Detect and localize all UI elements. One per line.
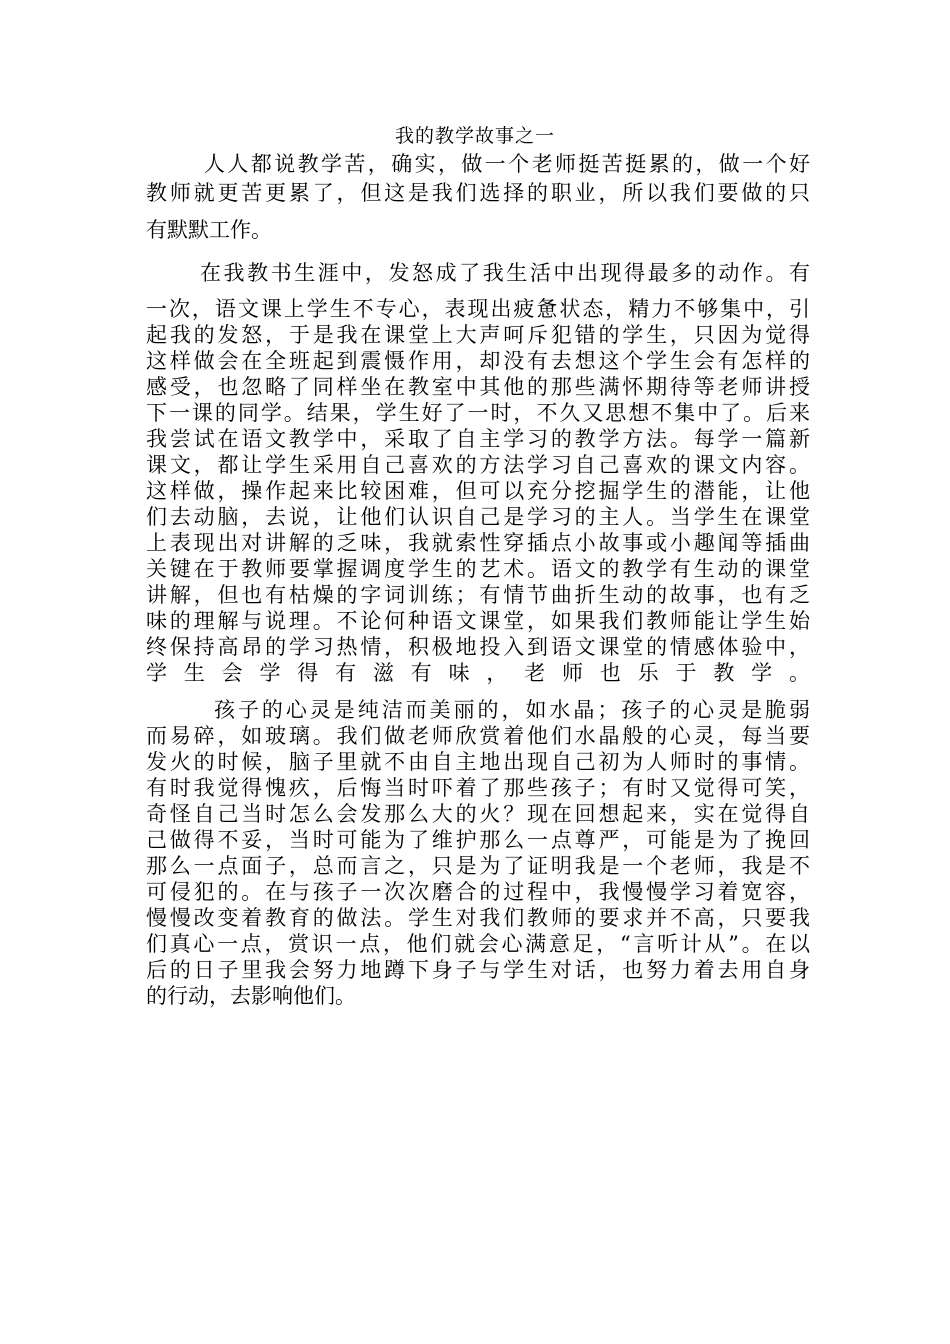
paragraph-line: 在我教书生涯中，发怒成了我生活中出现得最多的动作。有 <box>200 261 810 285</box>
paragraph-1 <box>146 150 810 245</box>
paragraph-line: 关键在于教师要掌握调度学生的艺术。语文的教学有生动的课堂 <box>146 557 810 581</box>
paragraph-line: 学生会学得有滋有味，老师也乐于教学。 <box>146 661 810 685</box>
paragraph-line: 味的理解与说理。不论何种语文课堂，如果我们教师能让学生始 <box>146 609 810 633</box>
paragraph-line: 这样做会在全班起到震慑作用，却没有去想这个学生会有怎样的 <box>146 349 810 373</box>
paragraph-line: 课文，都让学生采用自己喜欢的方法学习自己喜欢的课文内容。 <box>146 453 810 477</box>
paragraph-line: 人人都说教学苦，确实，做一个老师挺苦挺累的，做一个好 <box>204 152 810 176</box>
paragraph-line: 有默默工作。 <box>146 218 272 242</box>
paragraph-line: 奇怪自己当时怎么会发那么大的火？现在回想起来，实在觉得自 <box>146 802 810 826</box>
paragraph-line: 教师就更苦更累了，但这是我们选择的职业，所以我们要做的只 <box>146 181 810 205</box>
paragraph-line: 己做得不妥，当时可能为了维护那么一点尊严，可能是为了挽回 <box>146 828 810 852</box>
paragraph-line: 上表现出对讲解的乏味，我就索性穿插点小故事或小趣闻等插曲 <box>146 531 810 555</box>
paragraph-line: 那么一点面子，总而言之，只是为了证明我是一个老师，我是不 <box>146 854 810 878</box>
paragraph-3 <box>146 697 810 1009</box>
paragraph-line: 后的日子里我会努力地蹲下身子与学生对话，也努力着去用自身 <box>146 958 810 982</box>
paragraph-line: 的行动，去影响他们。 <box>146 984 356 1008</box>
paragraph-line: 而易碎，如玻璃。我们做老师欣赏着他们水晶般的心灵，每当要 <box>146 724 810 748</box>
paragraph-line: 孩子的心灵是纯洁而美丽的，如水晶；孩子的心灵是脆弱 <box>214 698 810 722</box>
paragraph-line: 这样做，操作起来比较困难，但可以充分挖掘学生的潜能，让他 <box>146 479 810 503</box>
paragraph-line: 讲解，但也有枯燥的字词训练；有情节曲折生动的故事，也有乏 <box>146 583 810 607</box>
paragraph-line: 有时我觉得愧疚，后悔当时吓着了那些孩子；有时又觉得可笑， <box>146 776 810 800</box>
paragraph-line: 下一课的同学。结果，学生好了一时，不久又思想不集中了。后来 <box>146 401 810 425</box>
paragraph-line: 我尝试在语文教学中，采取了自主学习的教学方法。每学一篇新 <box>146 427 810 451</box>
paragraph-2 <box>146 260 810 698</box>
paragraph-line: 们去动脑，去说，让他们认识自己是学习的主人。当学生在课堂 <box>146 505 810 529</box>
paragraph-line: 们真心一点，赏识一点，他们就会心满意足，“言听计从”。在以 <box>146 932 810 956</box>
document-title: 我的教学故事之一 <box>394 125 555 147</box>
paragraph-line: 感受，也忽略了同样坐在教室中其他的那些满怀期待等老师讲授 <box>146 375 810 399</box>
paragraph-line: 慢慢改变着教育的做法。学生对我们教师的要求并不高，只要我 <box>146 906 810 930</box>
paragraph-line: 起我的发怒，于是我在课堂上大声呵斥犯错的学生，只因为觉得 <box>146 323 810 347</box>
paragraph-line: 一次，语文课上学生不专心，表现出疲惫状态，精力不够集中，引 <box>146 297 810 321</box>
paragraph-line: 可侵犯的。在与孩子一次次磨合的过程中，我慢慢学习着宽容， <box>146 880 810 904</box>
paragraph-line: 终保持高昂的学习热情，积极地投入到语文课堂的情感体验中， <box>146 635 810 659</box>
paragraph-line: 发火的时候，脑子里就不由自主地出现自己初为人师时的事情。 <box>146 750 810 774</box>
